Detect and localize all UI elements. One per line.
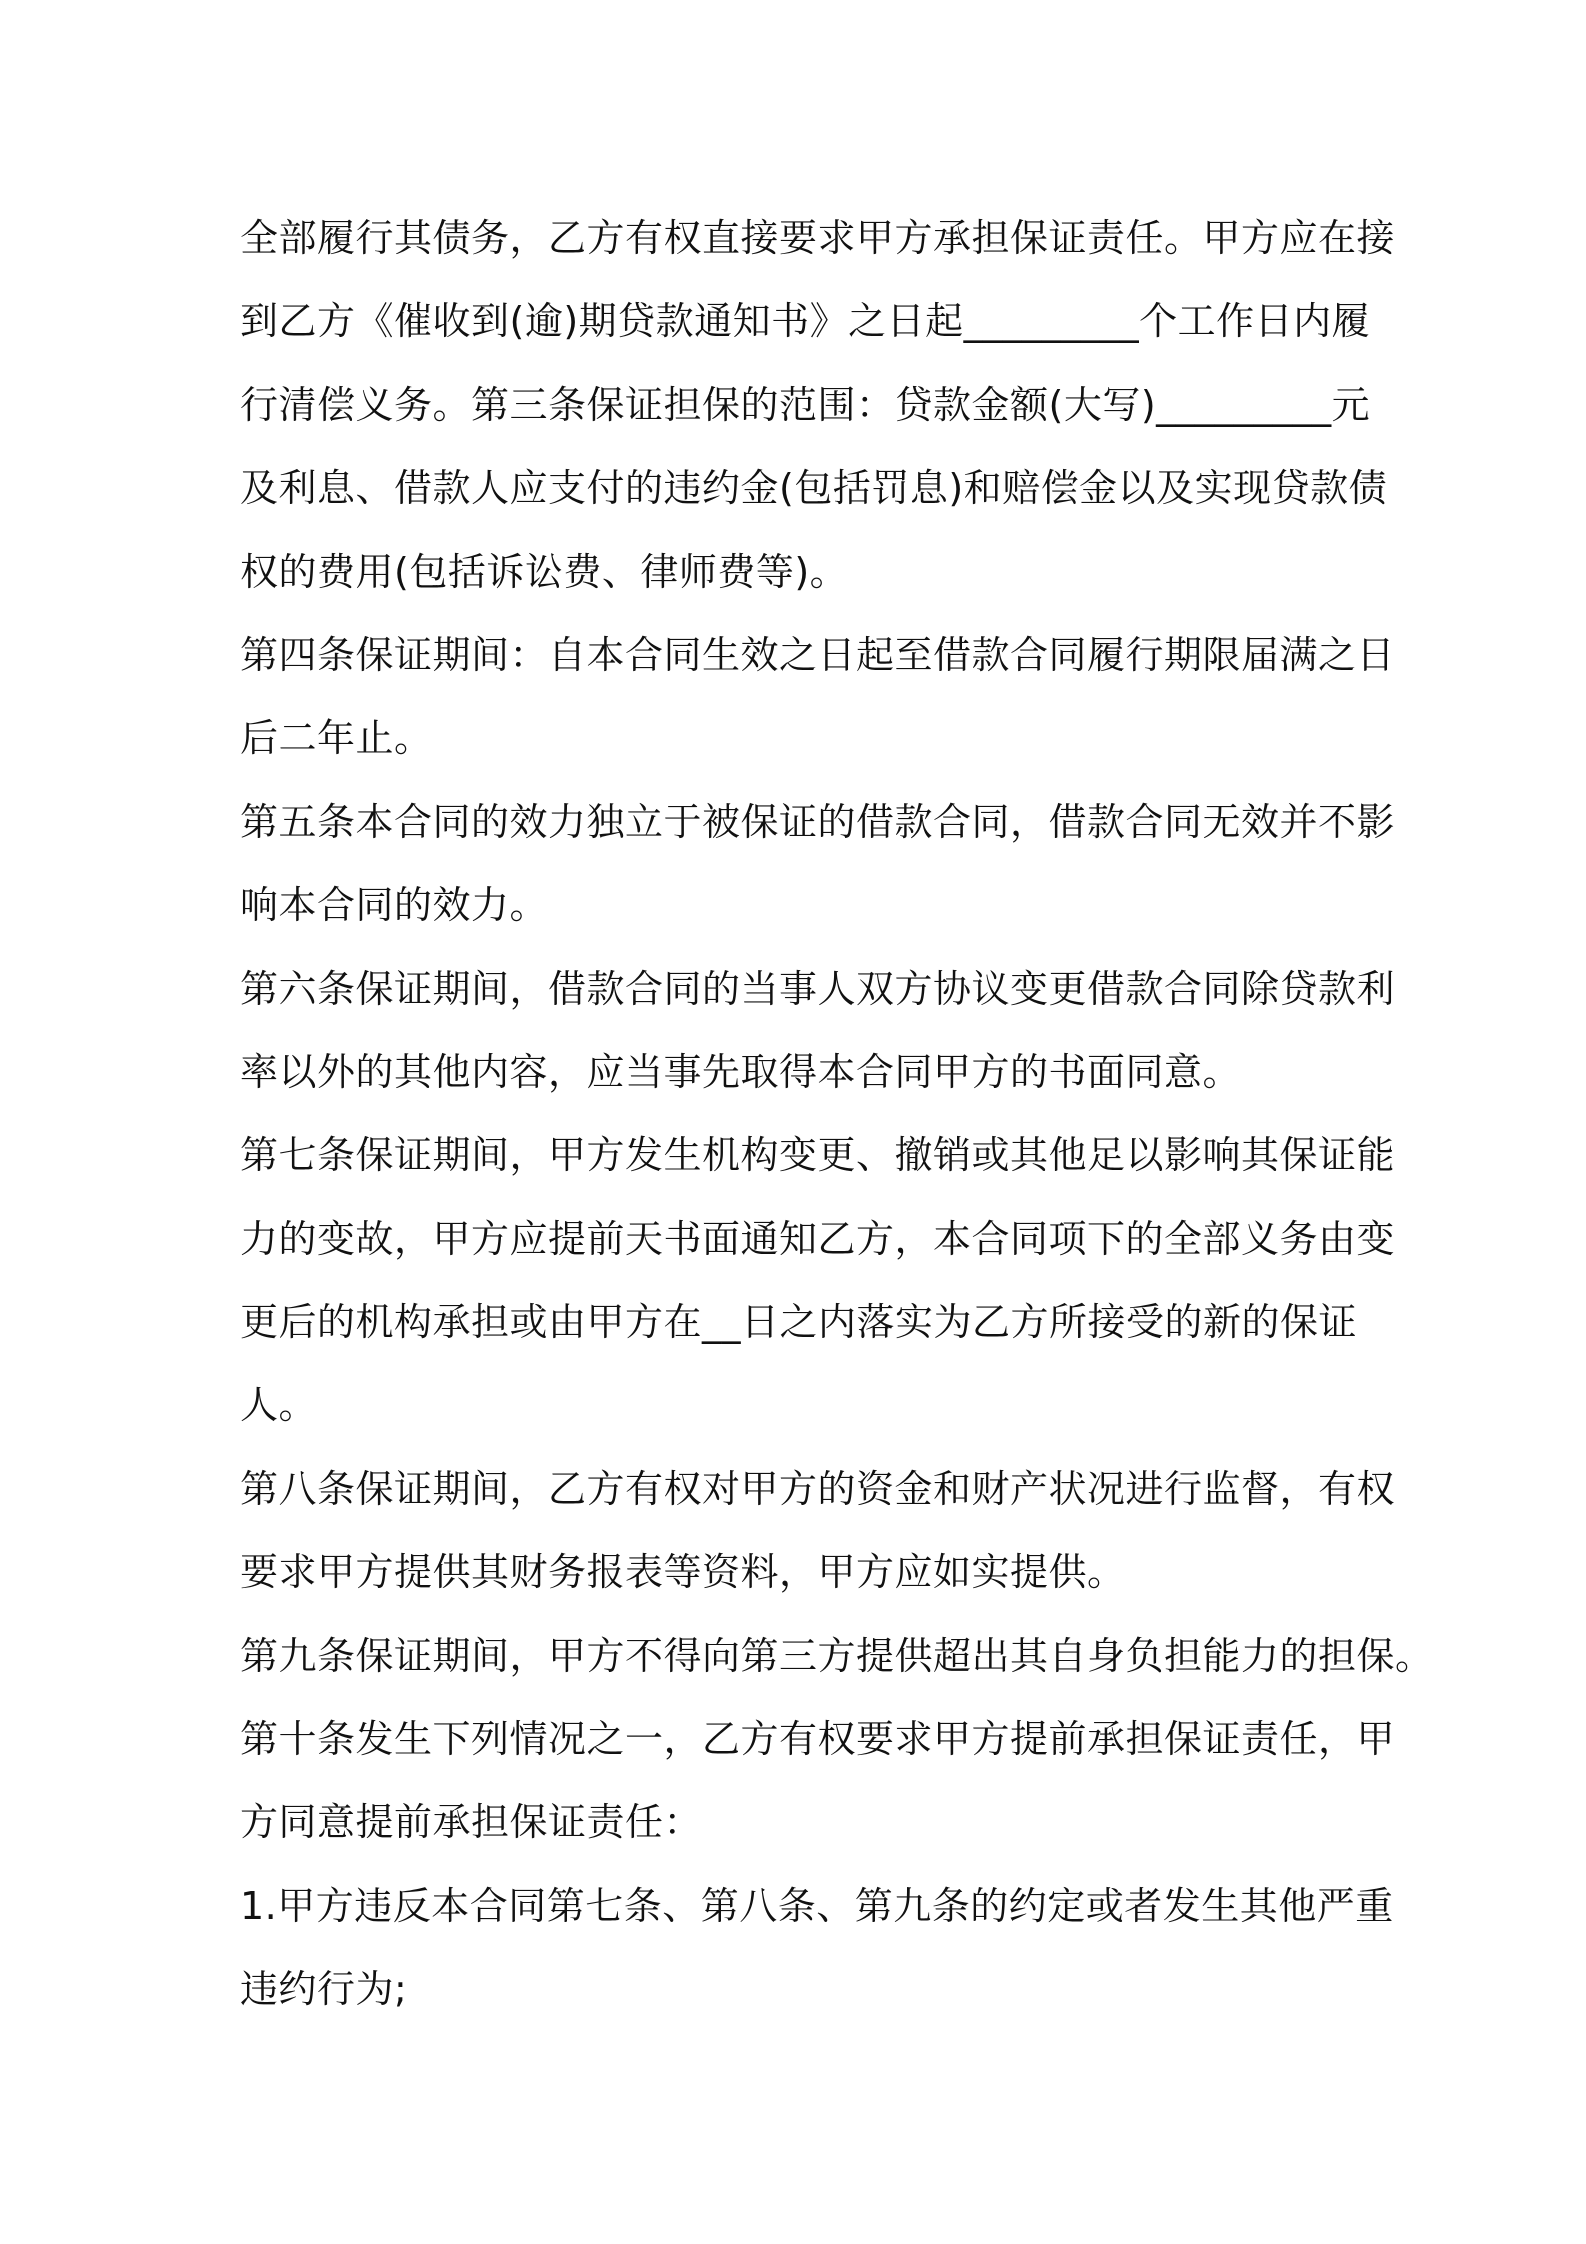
article-4: 第四条保证期间：自本合同生效之日起至借款合同履行期限届满之日 bbox=[240, 632, 1396, 677]
text-line: 人。 bbox=[240, 1383, 318, 1428]
text-line: 后二年止。 bbox=[240, 716, 433, 761]
text-line: 全部履行其债务，乙方有权直接要求甲方承担保证责任。甲方应在接 bbox=[240, 216, 1396, 260]
article-5: 第五条本合同的效力独立于被保证的借款合同，借款合同无效并不影 bbox=[240, 799, 1396, 844]
text-line: 及利息、借款人应支付的违约金(包括罚息)和赔偿金以及实现贷款债 bbox=[240, 466, 1388, 511]
article-10: 第十条发生下列情况之一，乙方有权要求甲方提前承担保证责任，甲 bbox=[240, 1717, 1396, 1762]
text-line: 违约行为; bbox=[240, 1967, 408, 2012]
text-line: 到乙方《催收到(逾)期贷款通知书》之日起_________个工作日内履 bbox=[240, 299, 1371, 344]
text-line: 力的变故，甲方应提前天书面通知乙方，本合同项下的全部义务由变 bbox=[240, 1216, 1396, 1261]
article-9: 第九条保证期间，甲方不得向第三方提供超出其自身负担能力的担保。 bbox=[240, 1633, 1434, 1678]
text-line: 权的费用(包括诉讼费、律师费等)。 bbox=[240, 549, 849, 594]
text-line: 行清偿义务。第三条保证担保的范围：贷款金额(大写)_________元 bbox=[240, 382, 1371, 427]
text-line: 更后的机构承担或由甲方在__日之内落实为乙方所接受的新的保证 bbox=[240, 1300, 1358, 1345]
text-line: 要求甲方提供其财务报表等资料，甲方应如实提供。 bbox=[240, 1550, 1126, 1595]
article-8: 第八条保证期间，乙方有权对甲方的资金和财产状况进行监督，有权 bbox=[240, 1466, 1396, 1511]
text-line: 方同意提前承担保证责任： bbox=[240, 1800, 703, 1845]
document-body bbox=[240, 197, 1434, 2032]
text-line: 率以外的其他内容，应当事先取得本合同甲方的书面同意。 bbox=[240, 1049, 1242, 1094]
text-line: 响本合同的效力。 bbox=[240, 883, 549, 928]
article-6: 第六条保证期间，借款合同的当事人双方协议变更借款合同除贷款利 bbox=[240, 966, 1396, 1011]
list-item-1: 1.甲方违反本合同第七条、第八条、第九条的约定或者发生其他严重 bbox=[240, 1883, 1394, 1928]
article-7: 第七条保证期间，甲方发生机构变更、撤销或其他足以影响其保证能 bbox=[240, 1133, 1396, 1178]
